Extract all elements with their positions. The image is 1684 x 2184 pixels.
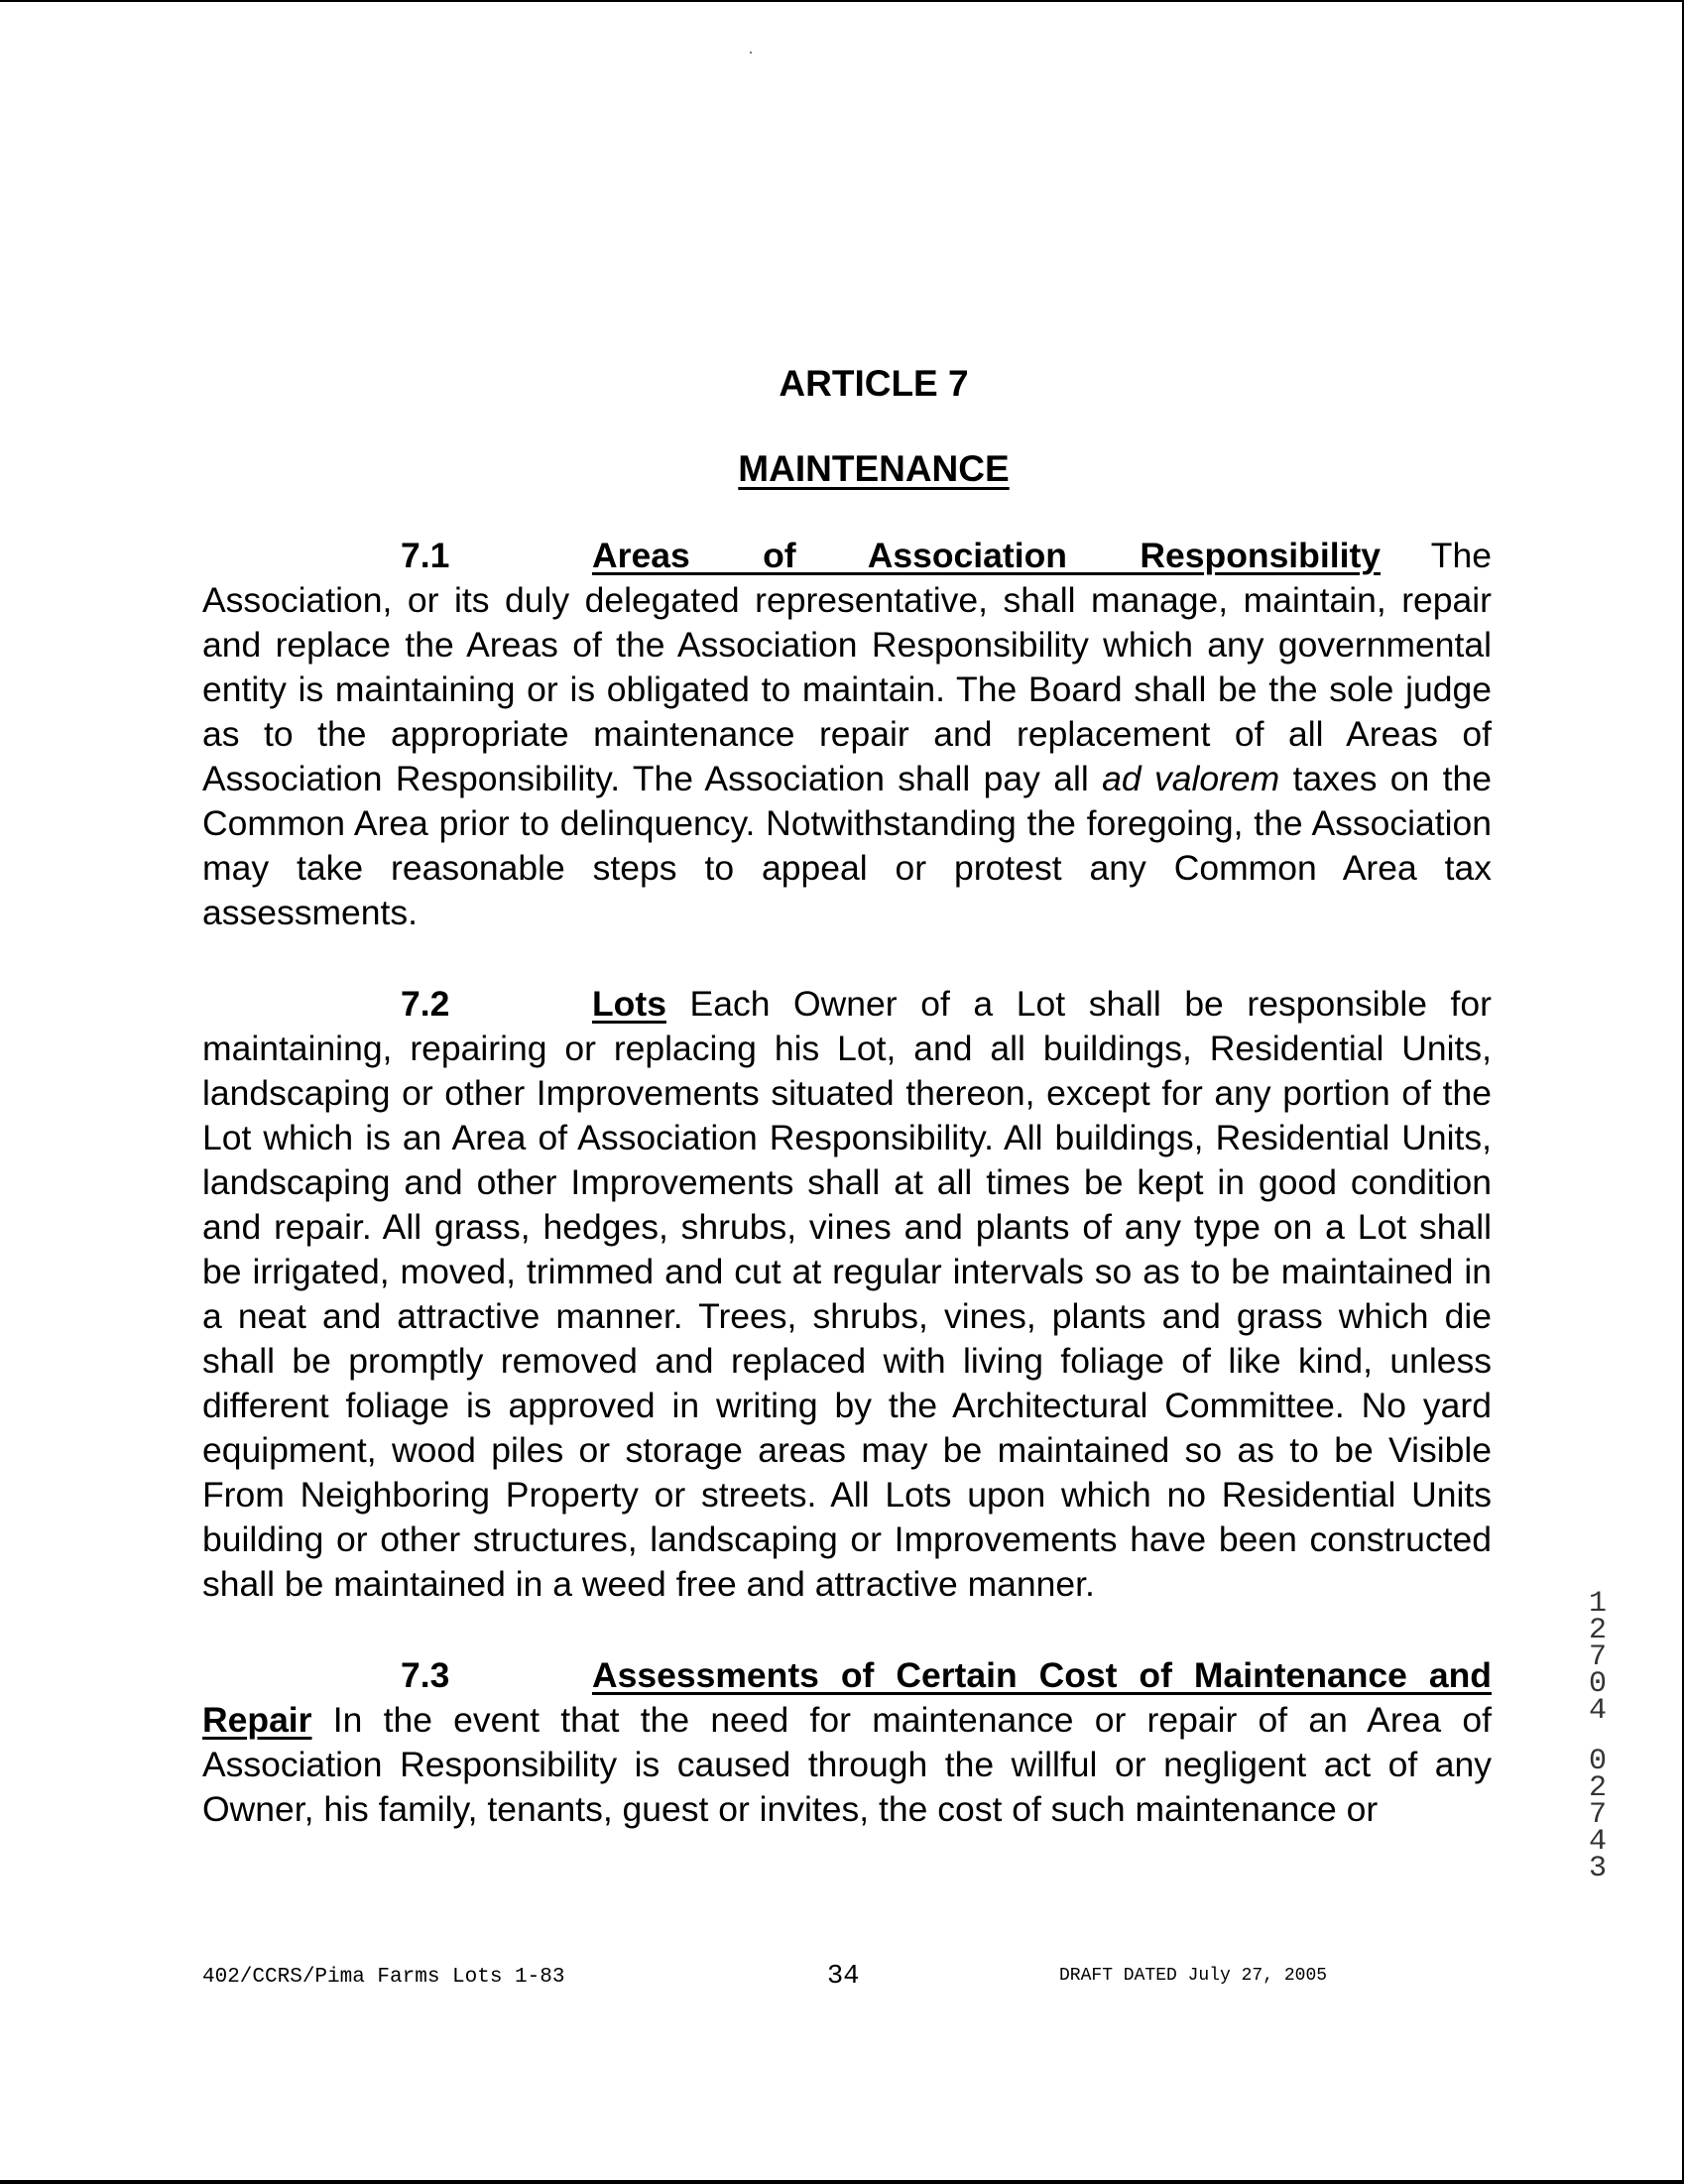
section-7-1 [202,534,1492,935]
stamp-digit: 7 [1588,1640,1607,1674]
stamp-digit: 1 [1588,1587,1607,1621]
footer-draft-date: DRAFT DATED July 27, 2005 [1059,1966,1328,1986]
article-title [202,448,1492,490]
section-text-italic: ad valorem [1102,759,1280,798]
document-body [202,363,1492,1832]
article-title-text: MAINTENANCE [738,448,1010,489]
stamp-digit: 7 [1588,1798,1607,1832]
stamp-digit: 0 [1588,1667,1607,1701]
page-border-bottom [0,2180,1684,2184]
page-border-top [0,0,1684,2]
section-text: Each Owner of a Lot shall be responsible for maintaining, repairing or replacing his Lot, and all buildings, Residential Units, landscaping or other Improvements situated thereon, except for any portion of the Lot which is an Area of Association Responsibility. All buildings, Residential Units, landscaping and other Improvements shall at all times be kept in good condition and repair. All grass, hedges, shrubs, vines and plants of any type on a Lot shall be irrigated, moved, trimmed and cut at regular intervals so as to be maintained in a neat and attractive manner. Trees, shrubs, vines, plants and grass which die shall be promptly removed and replaced with living foliage of like kind, unless different foliage is approved in writing by the Architectural Committee. No yard equipment, wood piles or storage areas may be maintained so as to be Visible From Neighboring Property or streets. All Lots upon which no Residential Units building or other structures, landscaping or Improvements have been constructed shall be maintained in a weed free and attractive manner. [202,984,1492,1604]
section-number: 7.3 [401,1655,450,1695]
stamp-digit: 3 [1588,1852,1607,1885]
section-number: 7.1 [401,536,450,575]
section-text: In the event that the need for maintenance or repair of an Area of Association Responsibility is caused through the willful or negligent act of any Owner, his family, tenants, guest or invites, the cost of such maintenance or [202,1700,1492,1829]
stamp-digit: 4 [1588,1694,1607,1728]
section-title: Assessments of Certain Cost of Maintenance and Repair [202,1655,1492,1740]
stamp-digit: 2 [1588,1614,1607,1647]
section-text-continued: taxes on the Common Area prior to delinquency. Notwithstanding the foregoing, the Association may take reasonable steps to appeal or protest any Common Area tax assessments. [202,759,1492,932]
scan-speck [750,52,752,54]
footer-page-number: 34 [827,1962,860,1992]
footer-doc-ref: 402/CCRS/Pima Farms Lots 1-83 [202,1966,565,1989]
stamp-digit: 0 [1588,1745,1607,1778]
article-heading: ARTICLE 7 [779,363,969,404]
section-title: Lots [592,984,666,1024]
stamp-digit: 4 [1588,1825,1607,1859]
section-7-2 [202,982,1492,1607]
section-title: Areas of Association Responsibility [592,536,1382,575]
section-7-3 [202,1653,1492,1832]
stamp-digit: 2 [1588,1771,1607,1805]
section-text: The Association, or its duly delegated representative, shall manage, maintain, repair and replace the Areas of the Association Responsibility which any governmental entity is maintaining or is obligated to maintain. The Board shall be the sole judge as to the appropriate maintenance repair and replacement of all Areas of Association Responsibility. The Association shall pay all [202,536,1492,798]
section-number: 7.2 [401,984,450,1024]
recording-stamp [1583,1587,1613,1885]
